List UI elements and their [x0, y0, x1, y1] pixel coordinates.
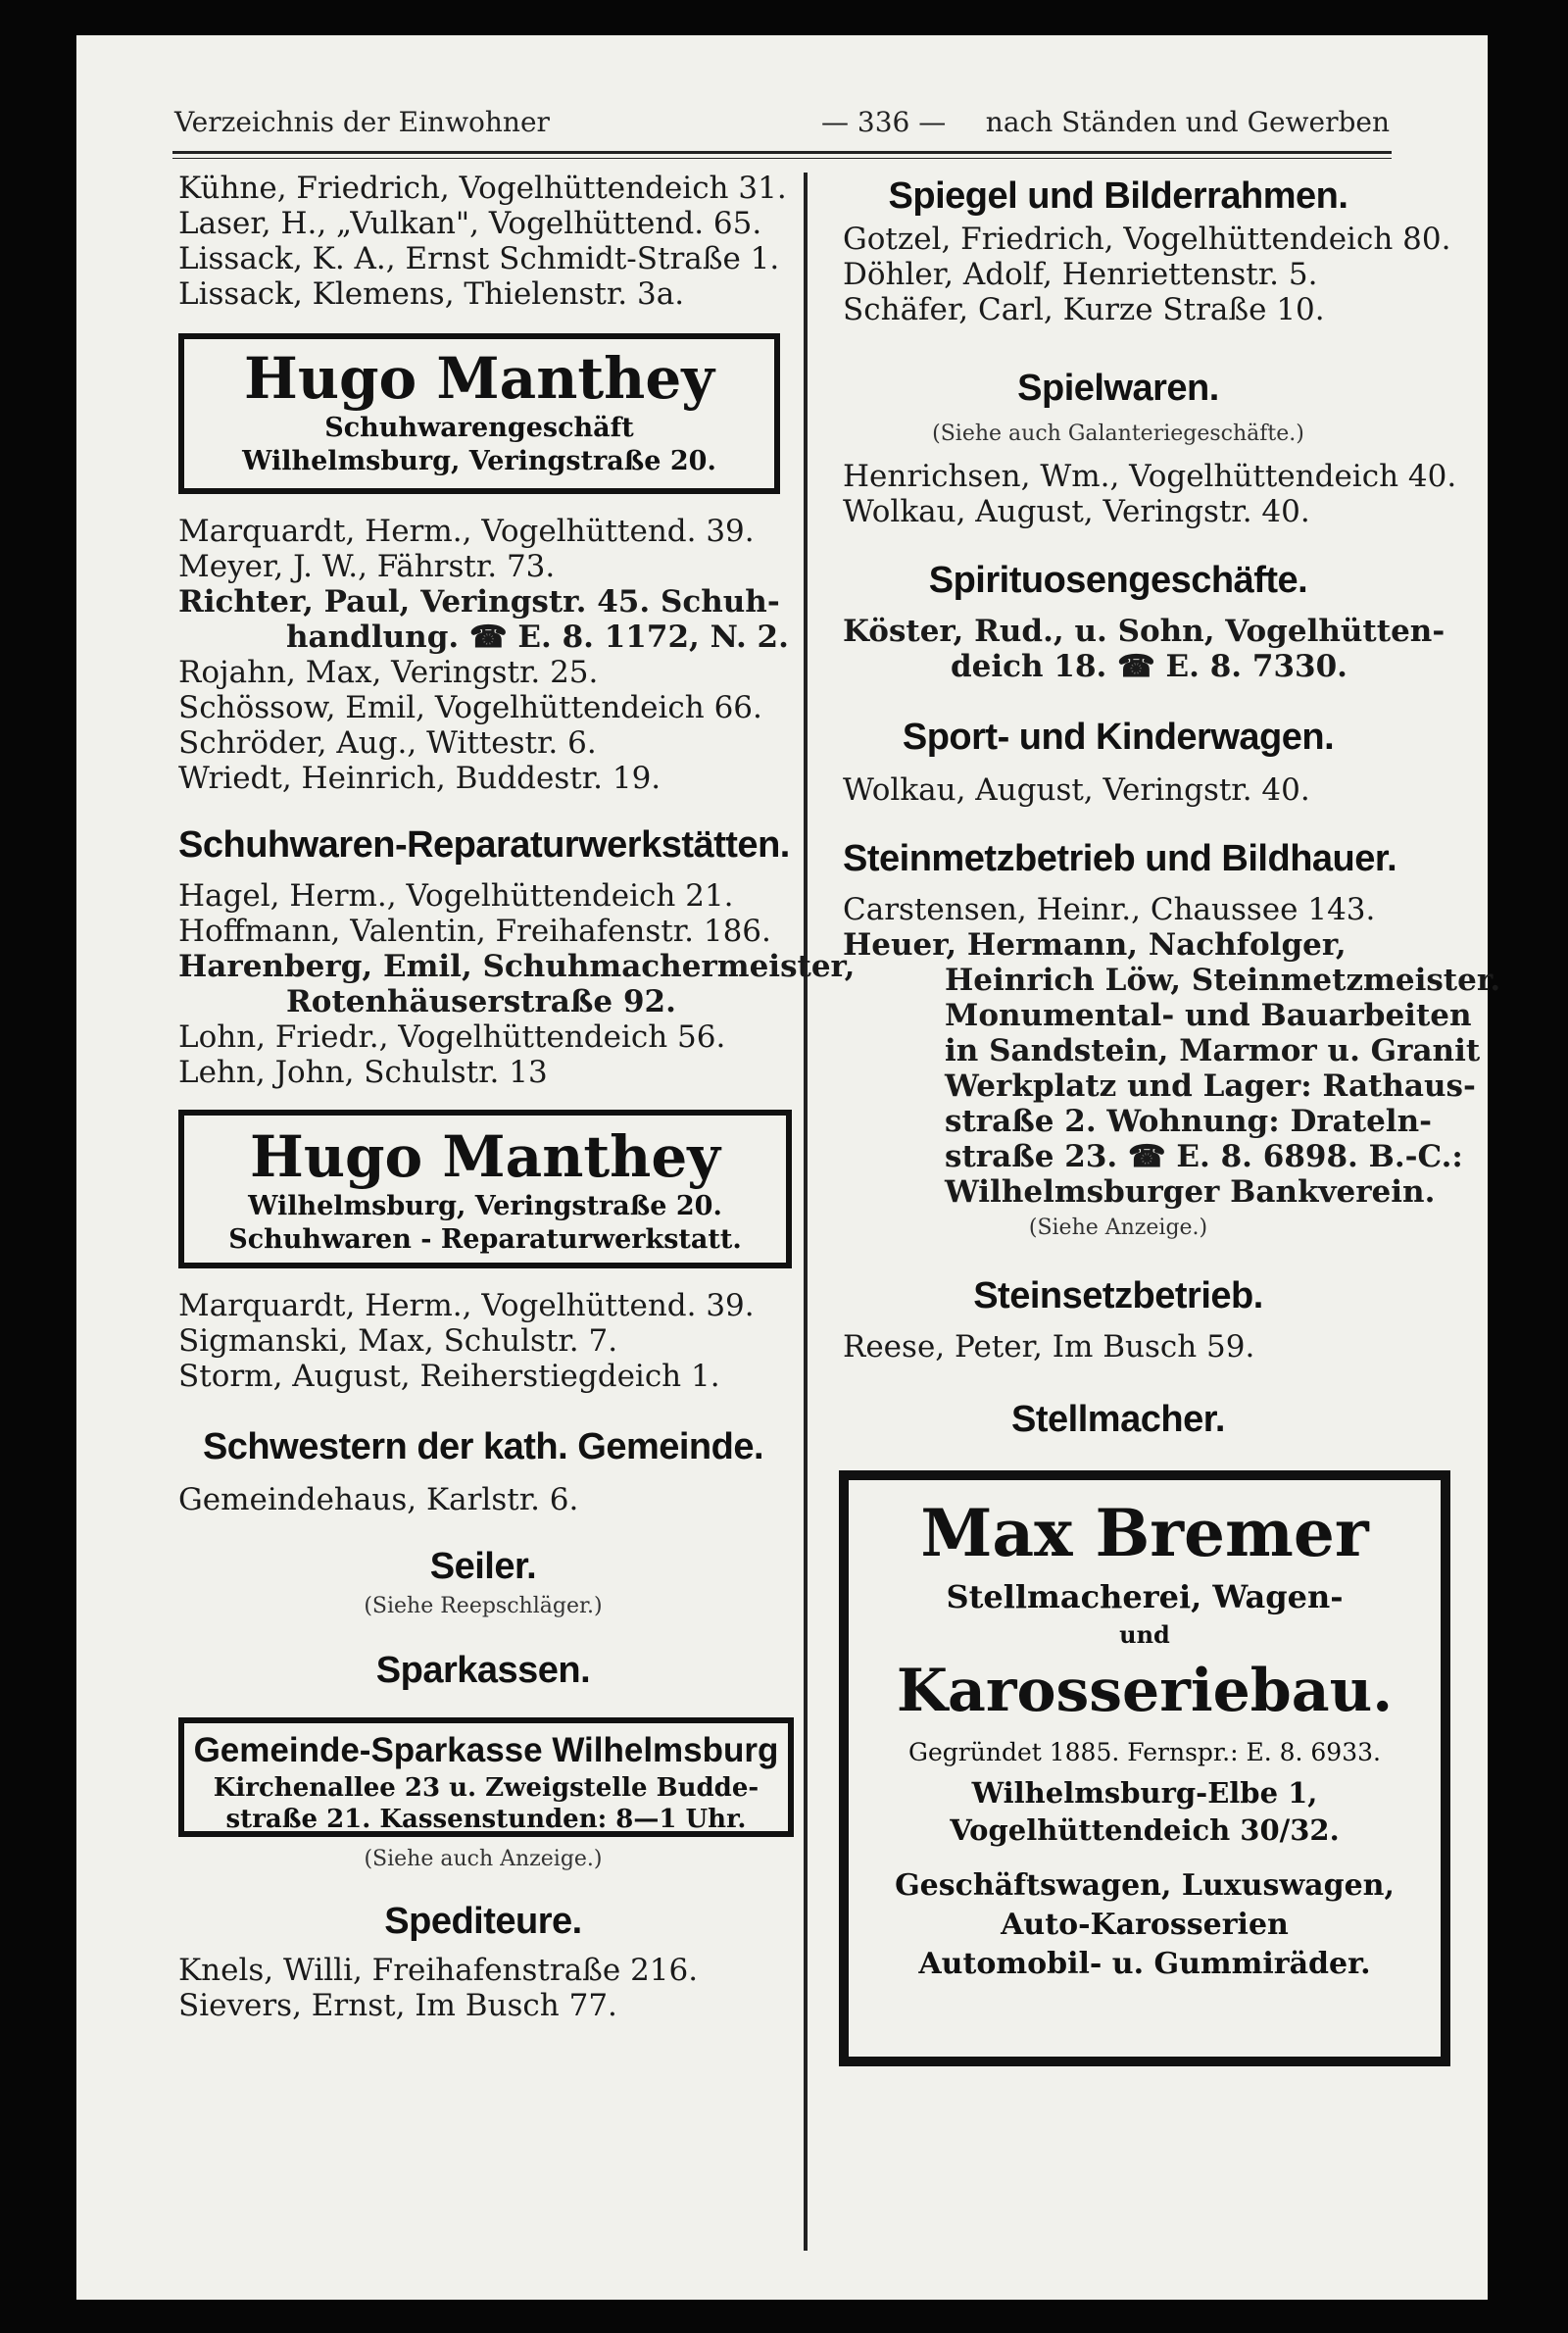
entry: Lehn, John, Schulstr. 13 — [178, 1055, 548, 1090]
entry: Meyer, J. W., Fährstr. 73. — [178, 549, 556, 584]
entry: Kühne, Friedrich, Vogelhüttendeich 31. — [178, 171, 787, 206]
entry-bold: straße 23. ☎ E. 8. 6898. B.-C.: — [945, 1139, 1463, 1174]
entry-bold: Wilhelmsburger Bankverein. — [945, 1174, 1436, 1210]
entry: Wolkau, August, Veringstr. 40. — [843, 494, 1310, 529]
advertisement-max-bremer — [839, 1470, 1450, 2066]
ad-line: Vogelhüttendeich 30/32. — [950, 1813, 1340, 1847]
entry: Storm, August, Reiherstiegdeich 1. — [178, 1359, 720, 1394]
entry: Carstensen, Heinr., Chaussee 143. — [843, 892, 1376, 927]
entry: Hoffmann, Valentin, Freihafenstr. 186. — [178, 914, 771, 949]
column-divider — [804, 173, 808, 2251]
entry: Wolkau, August, Veringstr. 40. — [843, 772, 1310, 808]
entry: Schössow, Emil, Vogelhüttendeich 66. — [178, 690, 762, 725]
header-left: Verzeichnis der Einwohner — [174, 106, 550, 138]
header-rule-thin — [172, 158, 1392, 159]
ad-line: Wilhelmsburg-Elbe 1, — [971, 1776, 1318, 1810]
see-also-note: (Siehe Reepschläger.) — [364, 1594, 603, 1618]
entry: Schröder, Aug., Wittestr. 6. — [178, 725, 597, 761]
ad-line: Auto-Karosserien — [1001, 1908, 1289, 1942]
entry: Gemeindehaus, Karlstr. 6. — [178, 1482, 579, 1517]
ad-line: Gegründet 1885. Fernspr.: E. 8. 6933. — [908, 1738, 1381, 1766]
entry-bold: deich 18. ☎ E. 8. 7330. — [951, 649, 1348, 684]
category-heading: Sport- und Kinderwagen. — [902, 717, 1335, 758]
ad-line: Automobil- u. Gummiräder. — [918, 1947, 1371, 1981]
see-also-note: (Siehe Anzeige.) — [1028, 1216, 1208, 1240]
entry-bold: Heuer, Hermann, Nachfolger, — [843, 927, 1347, 963]
ad-line: Schuhwarengeschäft — [324, 413, 634, 443]
category-heading: Schwestern der kath. Gemeinde. — [202, 1426, 764, 1467]
entry: Reese, Peter, Im Busch 59. — [843, 1329, 1255, 1365]
ad-line: Stellmacherei, Wagen- — [946, 1578, 1344, 1615]
advertisement-sparkasse — [178, 1717, 794, 1837]
category-heading: Seiler. — [429, 1546, 537, 1587]
ad-title: Max Bremer — [920, 1495, 1369, 1571]
ad-line: straße 21. Kassenstunden: 8—1 Uhr. — [225, 1805, 747, 1834]
advertisement-hugo-manthey-1 — [178, 333, 780, 494]
category-heading: Sparkassen. — [375, 1650, 591, 1691]
ad-line: Wilhelmsburg, Veringstraße 20. — [242, 446, 716, 476]
ad-title: Hugo Manthey — [250, 1123, 720, 1190]
right-column — [843, 171, 1501, 2066]
category-heading: Spiegel und Bilderrahmen. — [888, 175, 1348, 217]
ad-title: Hugo Manthey — [244, 345, 714, 412]
entry: Henrichsen, Wm., Vogelhüttendeich 40. — [843, 459, 1457, 494]
entry: Laser, H., „Vulkan", Vogelhüttend. 65. — [178, 206, 762, 241]
see-also-note: (Siehe auch Anzeige.) — [364, 1847, 603, 1871]
see-also-note: (Siehe auch Galanteriegeschäfte.) — [932, 422, 1304, 446]
category-heading: Steinmetzbetrieb und Bildhauer. — [843, 838, 1397, 879]
ad-subtitle: Karosseriebau. — [896, 1657, 1394, 1725]
entry: Gotzel, Friedrich, Vogelhüttendeich 80. — [843, 222, 1451, 257]
entry: Lissack, K. A., Ernst Schmidt-Straße 1. — [178, 241, 780, 276]
entry: Sievers, Ernst, Im Busch 77. — [178, 1988, 617, 2023]
entry: Sigmanski, Max, Schulstr. 7. — [178, 1323, 618, 1359]
entry: Rojahn, Max, Veringstr. 25. — [178, 655, 599, 690]
category-heading: Steinsetzbetrieb. — [973, 1275, 1263, 1316]
advertisement-hugo-manthey-2 — [178, 1110, 792, 1268]
ad-line: und — [1119, 1620, 1170, 1649]
entry: Döhler, Adolf, Henriettenstr. 5. — [843, 257, 1318, 292]
header-rule — [172, 151, 1392, 154]
entry: Schäfer, Carl, Kurze Straße 10. — [843, 292, 1325, 327]
ad-line: Kirchenallee 23 u. Zweigstelle Budde- — [213, 1773, 760, 1803]
entry-bold: straße 2. Wohnung: Drateln- — [945, 1104, 1432, 1139]
entry: Wriedt, Heinrich, Buddestr. 19. — [178, 761, 662, 796]
header-right: nach Ständen und Gewerben — [985, 106, 1390, 138]
ad-title: Gemeinde-Sparkasse Wilhelmsburg — [193, 1731, 779, 1769]
category-heading: Schuhwaren-Reparaturwerkstätten. — [178, 824, 790, 866]
category-heading: Spirituosengeschäfte. — [928, 560, 1308, 601]
entry: Marquardt, Herm., Vogelhüttend. 39. — [178, 1288, 755, 1323]
entry-bold: Harenberg, Emil, Schuhmachermeister, — [178, 949, 856, 984]
entry: Knels, Willi, Freihafenstraße 216. — [178, 1953, 699, 1988]
entry-bold: Richter, Paul, Veringstr. 45. Schuh- — [178, 584, 780, 620]
ad-line: Wilhelmsburg, Veringstraße 20. — [248, 1191, 722, 1221]
entry: Lissack, Klemens, Thielenstr. 3a. — [178, 276, 685, 312]
category-heading: Spielwaren. — [1017, 368, 1219, 409]
ad-line: Geschäftswagen, Luxuswagen, — [895, 1868, 1395, 1903]
page-number: — 336 — — [821, 106, 947, 138]
entry-bold: Rotenhäuserstraße 92. — [286, 984, 676, 1019]
directory-page — [76, 35, 1501, 2300]
entry-bold: in Sandstein, Marmor u. Granit — [945, 1033, 1481, 1068]
left-column — [178, 171, 856, 2023]
entry: Hagel, Herm., Vogelhüttendeich 21. — [178, 878, 734, 914]
entry-bold: Monumental- und Bauarbeiten — [945, 998, 1472, 1033]
entry: Marquardt, Herm., Vogelhüttend. 39. — [178, 514, 755, 549]
category-heading: Spediteure. — [384, 1901, 582, 1942]
category-heading: Stellmacher. — [1011, 1399, 1225, 1440]
entry: Lohn, Friedr., Vogelhüttendeich 56. — [178, 1019, 726, 1055]
entry-bold: Köster, Rud., u. Sohn, Vogelhütten- — [843, 614, 1446, 649]
entry-bold: Werkplatz und Lager: Rathaus- — [945, 1068, 1476, 1104]
ad-line: Schuhwaren - Reparaturwerkstatt. — [228, 1224, 742, 1255]
entry-bold: handlung. ☎ E. 8. 1172, N. 2. — [286, 620, 789, 655]
entry-bold: Heinrich Löw, Steinmetzmeister. — [945, 963, 1501, 998]
